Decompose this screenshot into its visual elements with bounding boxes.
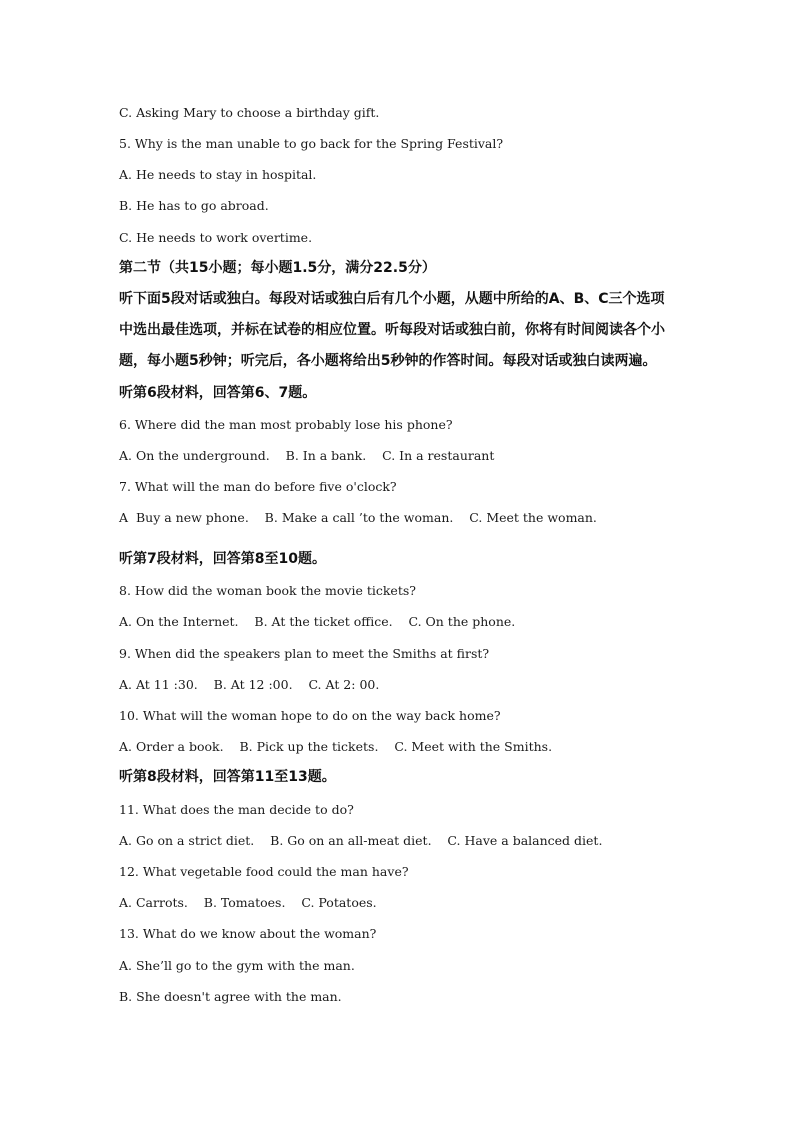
question-10: 10. What will the woman hope to do on the way back home? xyxy=(119,708,501,723)
instructions-line-2: 中选出最佳选项，并标在试卷的相应位置。听每段对话或独白前，你将有时间阅读各个小 xyxy=(119,322,665,338)
question-12-options: A. Carrots. B. Tomatoes. C. Potatoes. xyxy=(119,895,377,910)
instructions-line-3: 题，每小题5秒钟；听完后，各小题将给出5秒钟的作答时间。每段对话或独白读两遍。 xyxy=(119,353,657,369)
section-2-instructions xyxy=(119,284,679,377)
question-11: 11. What does the man decide to do? xyxy=(119,802,354,817)
question-7: 7. What will the man do before five o'clock? xyxy=(119,479,397,494)
material-8-heading: 听第8段材料，回答第11至13题。 xyxy=(119,769,336,785)
question-13: 13. What do we know about the woman? xyxy=(119,926,377,941)
question-9-options: A. At 11 :30. B. At 12 :00. C. At 2: 00. xyxy=(119,677,380,692)
question-8-options: A. On the Internet. B. At the ticket office. C. On the phone. xyxy=(119,614,516,629)
option-13a: A. She’ll go to the gym with the man. xyxy=(119,958,355,973)
option-13b: B. She doesn't agree with the man. xyxy=(119,989,342,1004)
question-6: 6. Where did the man most probably lose his phone? xyxy=(119,417,453,432)
option-5a: A. He needs to stay in hospital. xyxy=(119,167,317,182)
material-7-heading: 听第7段材料，回答第8至10题。 xyxy=(119,551,326,567)
question-6-options: A. On the underground. B. In a bank. C. In a restaurant xyxy=(119,448,495,463)
option-5b: B. He has to go abroad. xyxy=(119,198,269,213)
section-2-title: 第二节（共15小题；每小题1.5分，满分22.5分） xyxy=(119,260,436,276)
question-11-options: A. Go on a strict diet. B. Go on an all-meat diet. C. Have a balanced diet. xyxy=(119,833,603,848)
question-5: 5. Why is the man unable to go back for the Spring Festival? xyxy=(119,136,504,151)
option-4c: C. Asking Mary to choose a birthday gift. xyxy=(119,105,380,120)
question-9: 9. When did the speakers plan to meet the Smiths at first? xyxy=(119,646,490,661)
question-7-options: A Buy a new phone. B. Make a call ’to the woman. C. Meet the woman. xyxy=(119,510,597,525)
question-10-options: A. Order a book. B. Pick up the tickets. C. Meet with the Smiths. xyxy=(119,739,553,754)
material-6-heading: 听第6段材料，回答第6、7题。 xyxy=(119,385,317,401)
question-8: 8. How did the woman book the movie tickets? xyxy=(119,583,416,598)
instructions-line-1: 听下面5段对话或独白。每段对话或独白后有几个小题，从题中所给的A、B、C三个选项 xyxy=(119,291,665,307)
option-5c: C. He needs to work overtime. xyxy=(119,230,313,245)
question-12: 12. What vegetable food could the man have? xyxy=(119,864,409,879)
